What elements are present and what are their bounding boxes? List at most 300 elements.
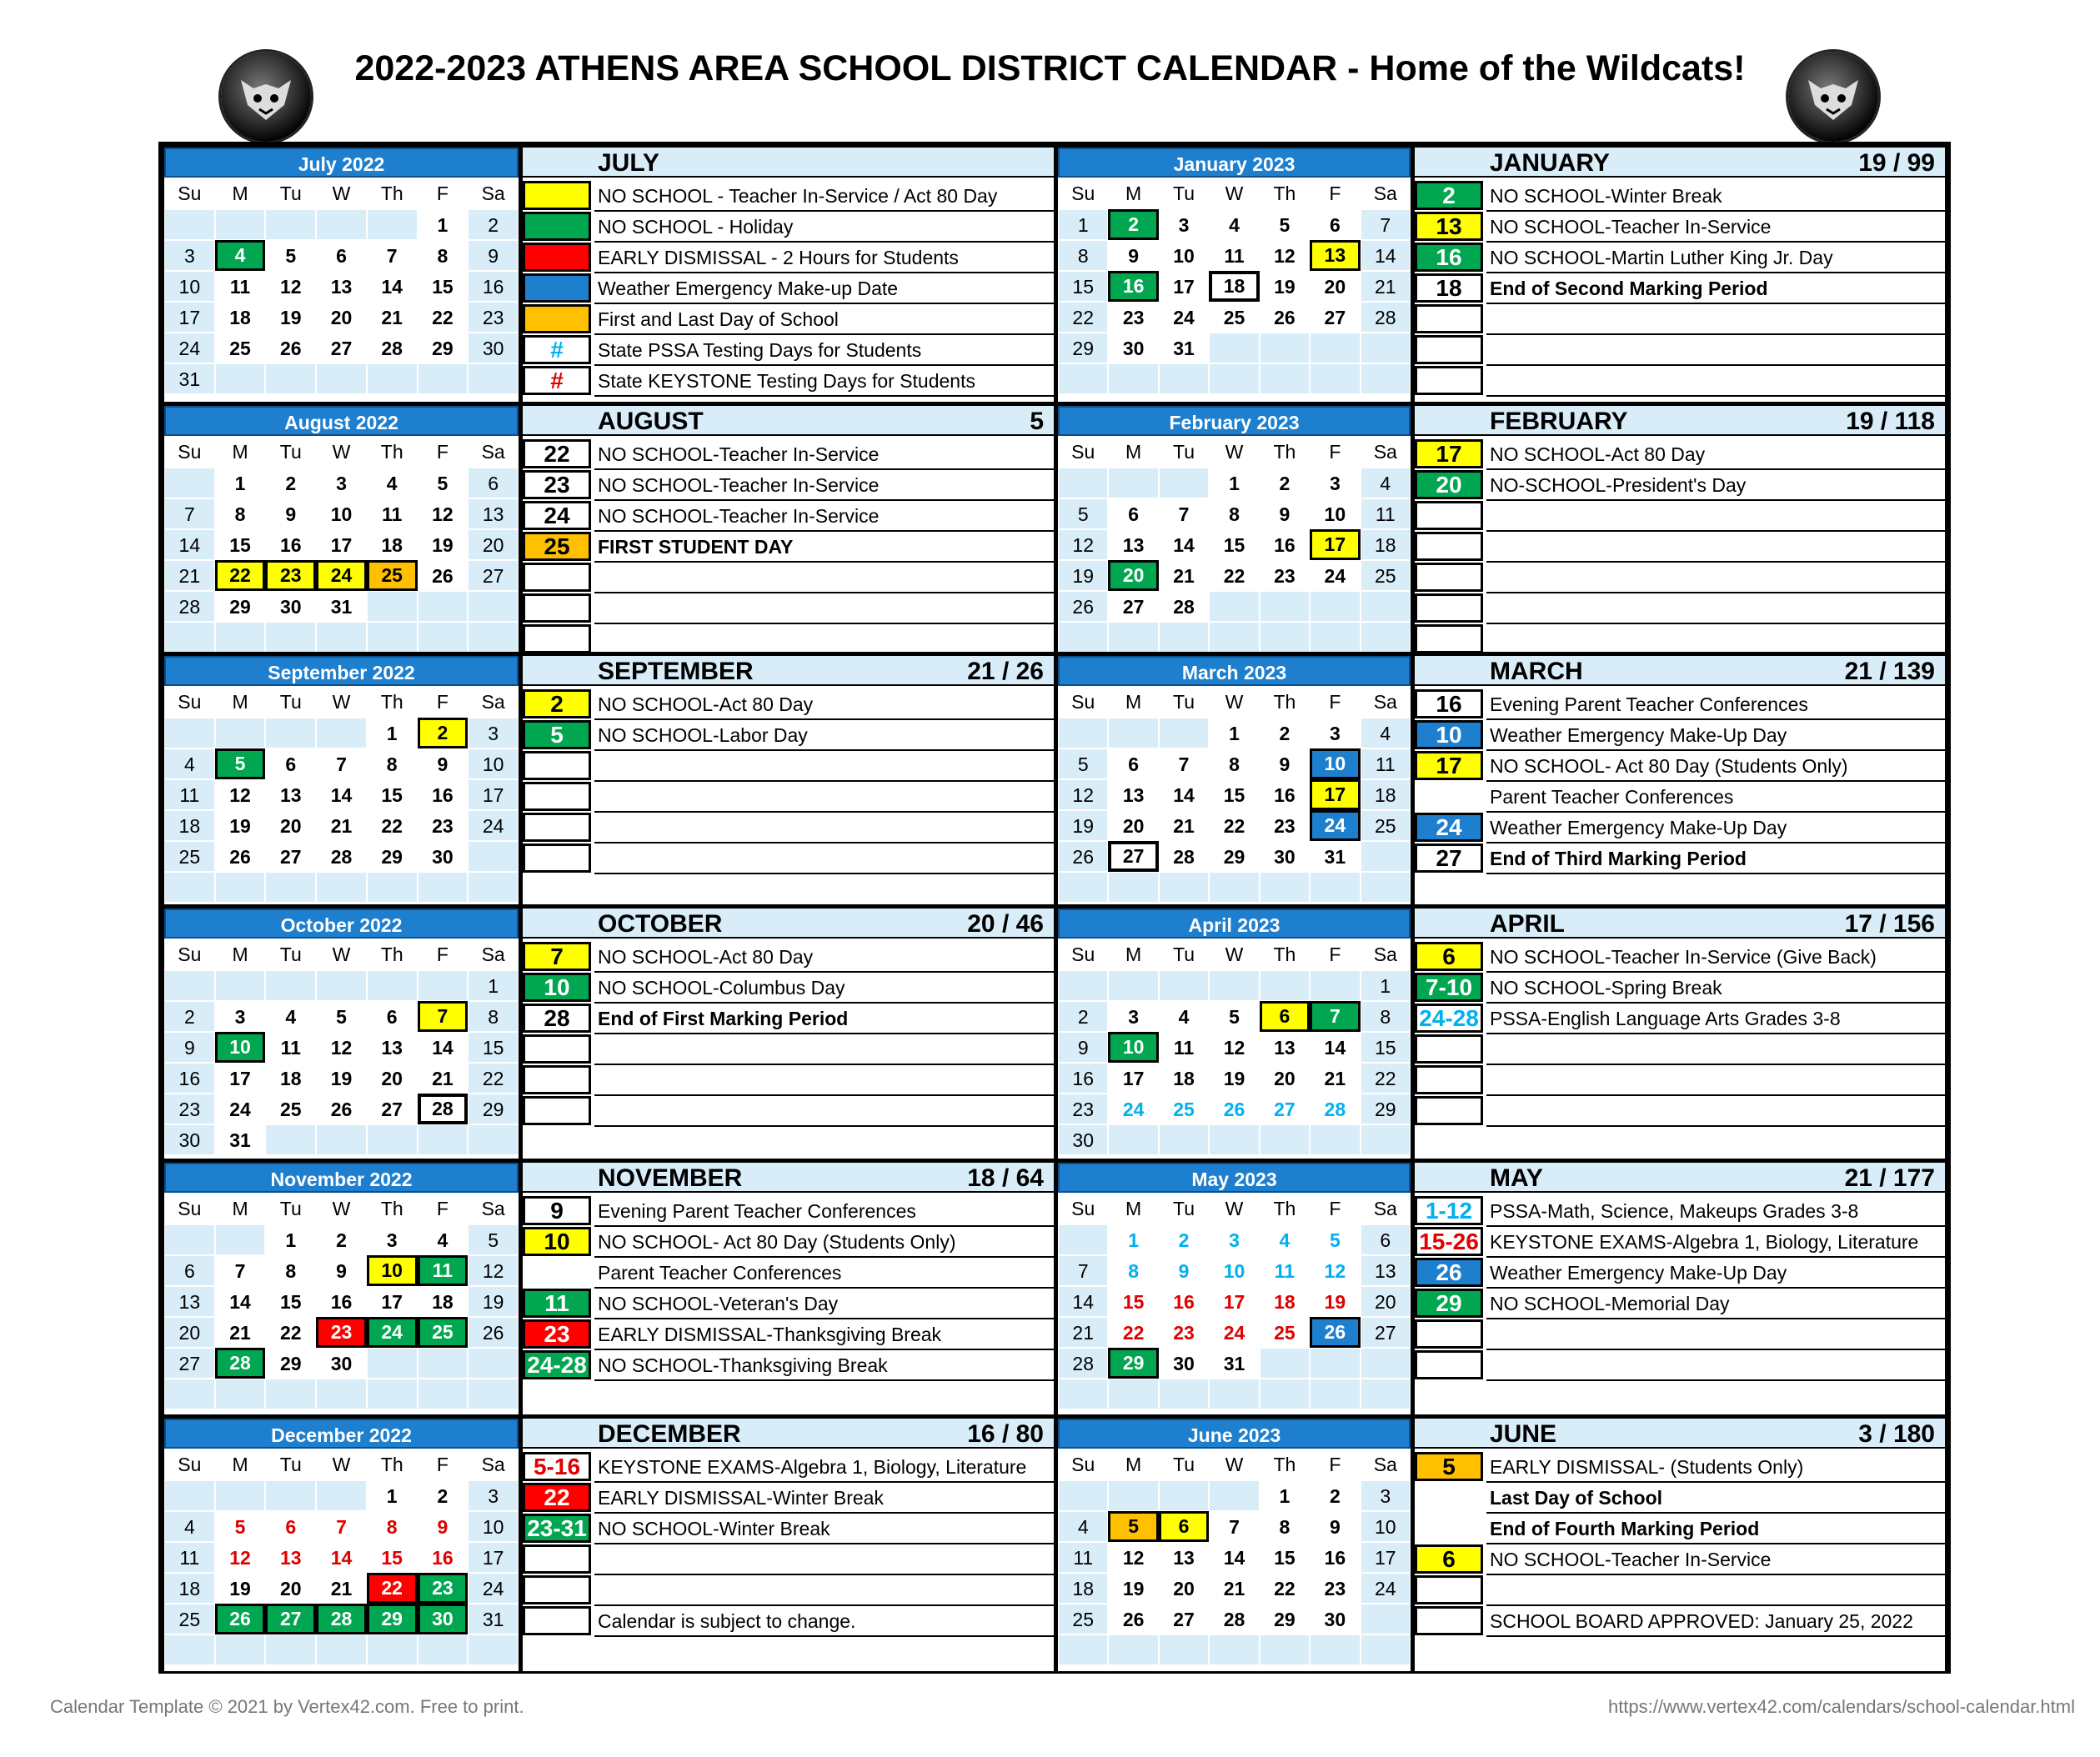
calendar-day[interactable]: 28 [1209,1604,1259,1634]
calendar-day[interactable]: 21 [164,560,215,591]
calendar-day[interactable]: 27 [1108,591,1158,622]
calendar-day[interactable]: 29 [265,1348,316,1379]
calendar-day[interactable]: 1 [1361,970,1411,1001]
calendar-day[interactable]: 16 [1058,1063,1108,1094]
calendar-day[interactable]: 26 [316,1094,367,1124]
calendar-day[interactable]: 1 [1209,468,1259,498]
calendar-day[interactable]: 7 [1058,1255,1108,1286]
calendar-day[interactable]: 15 [1209,779,1259,810]
calendar-day[interactable]: 17 [367,1286,418,1317]
calendar-day[interactable]: 3 [1209,1224,1259,1255]
calendar-day[interactable]: 17 [1361,1542,1411,1573]
calendar-day[interactable]: 3 [1108,1001,1158,1032]
calendar-day[interactable]: 29 [367,841,418,872]
calendar-day[interactable]: 8 [265,1255,316,1286]
calendar-day[interactable]: 16 [1260,529,1310,560]
calendar-day[interactable]: 14 [164,529,215,560]
calendar-day[interactable]: 4 [265,1001,316,1032]
calendar-day[interactable]: 25 [164,1604,215,1634]
calendar-day[interactable]: 26 [418,560,469,591]
calendar-day[interactable]: 13 [1361,1255,1411,1286]
calendar-day[interactable]: 6 [367,1001,418,1032]
calendar-day[interactable]: 8 [1209,748,1259,779]
calendar-day[interactable]: 10 [164,271,215,302]
calendar-day[interactable]: 24 [164,333,215,363]
calendar-day[interactable]: 7 [164,498,215,529]
calendar-day[interactable]: 23 [1108,302,1158,333]
calendar-day[interactable]: 22 [1108,1317,1158,1348]
calendar-day[interactable]: 27 [1260,1094,1310,1124]
calendar-day[interactable]: 6 [1108,748,1158,779]
calendar-day[interactable]: 11 [215,271,266,302]
calendar-day[interactable]: 27 [164,1348,215,1379]
calendar-day[interactable]: 15 [215,529,266,560]
calendar-day[interactable]: 13 [1159,1542,1209,1573]
calendar-day[interactable]: 15 [1108,1286,1158,1317]
footer-url[interactable]: https://www.vertex42.com/calendars/school-calendar.html [1607,1696,2075,1717]
calendar-day[interactable]: 9 [418,748,469,779]
calendar-day[interactable]: 9 [418,1511,469,1542]
calendar-day[interactable]: 19 [316,1063,367,1094]
calendar-day[interactable]: 28 [215,1348,266,1379]
calendar-day[interactable]: 14 [418,1032,469,1063]
calendar-day[interactable]: 23 [468,302,519,333]
calendar-day[interactable]: 13 [265,779,316,810]
calendar-day[interactable]: 25 [1058,1604,1108,1634]
calendar-day[interactable]: 19 [418,529,469,560]
calendar-day[interactable]: 27 [468,560,519,591]
calendar-day[interactable]: 8 [1260,1511,1310,1542]
calendar-day[interactable]: 26 [1310,1317,1360,1348]
calendar-day[interactable]: 15 [418,271,469,302]
calendar-day[interactable]: 18 [1159,1063,1209,1094]
calendar-day[interactable]: 3 [164,240,215,271]
calendar-day[interactable]: 4 [215,240,266,271]
calendar-day[interactable]: 11 [265,1032,316,1063]
calendar-day[interactable]: 12 [1058,779,1108,810]
calendar-day[interactable]: 8 [1058,240,1108,271]
calendar-day[interactable]: 31 [1159,333,1209,363]
calendar-day[interactable]: 10 [1209,1255,1259,1286]
calendar-day[interactable]: 12 [418,498,469,529]
calendar-day[interactable]: 9 [1260,748,1310,779]
calendar-day[interactable]: 11 [1260,1255,1310,1286]
calendar-day[interactable]: 26 [468,1317,519,1348]
calendar-day[interactable]: 10 [1310,748,1360,779]
calendar-day[interactable]: 10 [316,498,367,529]
calendar-day[interactable]: 27 [1108,841,1158,872]
calendar-day[interactable]: 12 [468,1255,519,1286]
calendar-day[interactable]: 21 [1310,1063,1360,1094]
calendar-day[interactable]: 28 [316,1604,367,1634]
calendar-day[interactable]: 6 [265,748,316,779]
calendar-day[interactable]: 13 [468,498,519,529]
calendar-day[interactable]: 8 [1361,1001,1411,1032]
calendar-day[interactable]: 17 [1310,529,1360,560]
calendar-day[interactable]: 3 [1159,209,1209,240]
calendar-day[interactable]: 29 [367,1604,418,1634]
calendar-day[interactable]: 4 [1361,718,1411,748]
calendar-day[interactable]: 15 [367,779,418,810]
calendar-day[interactable]: 22 [468,1063,519,1094]
calendar-day[interactable]: 30 [1058,1124,1108,1155]
calendar-day[interactable]: 21 [418,1063,469,1094]
calendar-day[interactable]: 2 [316,1224,367,1255]
calendar-day[interactable]: 27 [1361,1317,1411,1348]
calendar-day[interactable]: 30 [418,841,469,872]
calendar-day[interactable]: 1 [215,468,266,498]
calendar-day[interactable]: 5 [1260,209,1310,240]
calendar-day[interactable]: 31 [1209,1348,1259,1379]
calendar-day[interactable]: 23 [1159,1317,1209,1348]
calendar-day[interactable]: 14 [367,271,418,302]
calendar-day[interactable]: 22 [1209,810,1259,841]
calendar-day[interactable]: 2 [1260,718,1310,748]
calendar-day[interactable]: 13 [265,1542,316,1573]
calendar-day[interactable]: 15 [1260,1542,1310,1573]
calendar-day[interactable]: 4 [1159,1001,1209,1032]
calendar-day[interactable]: 2 [164,1001,215,1032]
calendar-day[interactable]: 20 [265,810,316,841]
calendar-day[interactable]: 23 [418,810,469,841]
calendar-day[interactable]: 20 [265,1573,316,1604]
calendar-day[interactable]: 25 [367,560,418,591]
calendar-day[interactable]: 4 [164,748,215,779]
calendar-day[interactable]: 6 [265,1511,316,1542]
calendar-day[interactable]: 16 [316,1286,367,1317]
calendar-day[interactable]: 28 [1310,1094,1360,1124]
calendar-day[interactable]: 30 [316,1348,367,1379]
calendar-day[interactable]: 14 [1209,1542,1259,1573]
calendar-day[interactable]: 28 [164,591,215,622]
calendar-day[interactable]: 26 [215,841,266,872]
calendar-day[interactable]: 6 [164,1255,215,1286]
calendar-day[interactable]: 27 [265,1604,316,1634]
calendar-day[interactable]: 29 [468,1094,519,1124]
calendar-day[interactable]: 30 [1310,1604,1360,1634]
calendar-day[interactable]: 13 [1108,779,1158,810]
calendar-day[interactable]: 14 [316,779,367,810]
calendar-day[interactable]: 10 [468,748,519,779]
calendar-day[interactable]: 7 [316,748,367,779]
calendar-day[interactable]: 30 [1108,333,1158,363]
calendar-day[interactable]: 10 [1310,498,1360,529]
calendar-day[interactable]: 2 [418,718,469,748]
calendar-day[interactable]: 19 [215,1573,266,1604]
calendar-day[interactable]: 28 [418,1094,469,1124]
calendar-day[interactable]: 22 [367,810,418,841]
calendar-day[interactable]: 13 [1108,529,1158,560]
calendar-day[interactable]: 12 [1209,1032,1259,1063]
calendar-day[interactable]: 5 [215,1511,266,1542]
calendar-day[interactable]: 6 [468,468,519,498]
calendar-day[interactable]: 2 [418,1480,469,1511]
calendar-day[interactable]: 8 [1108,1255,1158,1286]
calendar-day[interactable]: 10 [215,1032,266,1063]
calendar-day[interactable]: 26 [1209,1094,1259,1124]
calendar-day[interactable]: 11 [1361,498,1411,529]
calendar-day[interactable]: 25 [1260,1317,1310,1348]
calendar-day[interactable]: 1 [418,209,469,240]
calendar-day[interactable]: 28 [1058,1348,1108,1379]
calendar-day[interactable]: 26 [1058,591,1108,622]
calendar-day[interactable]: 21 [1058,1317,1108,1348]
calendar-day[interactable]: 31 [164,363,215,394]
calendar-day[interactable]: 1 [367,718,418,748]
calendar-day[interactable]: 25 [1361,560,1411,591]
calendar-day[interactable]: 17 [1209,1286,1259,1317]
calendar-day[interactable]: 10 [1361,1511,1411,1542]
calendar-day[interactable]: 6 [1159,1511,1209,1542]
calendar-day[interactable]: 26 [1108,1604,1158,1634]
calendar-day[interactable]: 4 [164,1511,215,1542]
calendar-day[interactable]: 26 [265,333,316,363]
calendar-day[interactable]: 13 [316,271,367,302]
calendar-day[interactable]: 12 [1310,1255,1360,1286]
calendar-day[interactable]: 18 [164,810,215,841]
calendar-day[interactable]: 23 [316,1317,367,1348]
calendar-day[interactable]: 1 [1209,718,1259,748]
calendar-day[interactable]: 9 [316,1255,367,1286]
calendar-day[interactable]: 7 [1159,748,1209,779]
calendar-day[interactable]: 2 [1260,468,1310,498]
calendar-day[interactable]: 1 [468,970,519,1001]
calendar-day[interactable]: 23 [164,1094,215,1124]
calendar-day[interactable]: 3 [1310,468,1360,498]
calendar-day[interactable]: 11 [164,779,215,810]
calendar-day[interactable]: 29 [418,333,469,363]
calendar-day[interactable]: 26 [1260,302,1310,333]
calendar-day[interactable]: 9 [265,498,316,529]
calendar-day[interactable]: 8 [367,1511,418,1542]
calendar-day[interactable]: 24 [468,1573,519,1604]
calendar-day[interactable]: 25 [265,1094,316,1124]
calendar-day[interactable]: 20 [1108,560,1158,591]
calendar-day[interactable]: 30 [468,333,519,363]
calendar-day[interactable]: 24 [1209,1317,1259,1348]
calendar-day[interactable]: 17 [468,1542,519,1573]
calendar-day[interactable]: 2 [468,209,519,240]
calendar-day[interactable]: 22 [1058,302,1108,333]
calendar-day[interactable]: 10 [468,1511,519,1542]
calendar-day[interactable]: 21 [215,1317,266,1348]
calendar-day[interactable]: 16 [265,529,316,560]
calendar-day[interactable]: 7 [316,1511,367,1542]
calendar-day[interactable]: 4 [1209,209,1259,240]
calendar-day[interactable]: 19 [1310,1286,1360,1317]
calendar-day[interactable]: 14 [1159,529,1209,560]
calendar-day[interactable]: 26 [1058,841,1108,872]
calendar-day[interactable]: 13 [1260,1032,1310,1063]
calendar-day[interactable]: 2 [1159,1224,1209,1255]
calendar-day[interactable]: 18 [1260,1286,1310,1317]
calendar-day[interactable]: 16 [164,1063,215,1094]
calendar-day[interactable]: 7 [1361,209,1411,240]
calendar-day[interactable]: 11 [164,1542,215,1573]
calendar-day[interactable]: 11 [1159,1032,1209,1063]
calendar-day[interactable]: 15 [1058,271,1108,302]
calendar-day[interactable]: 18 [1209,271,1259,302]
calendar-day[interactable]: 1 [367,1480,418,1511]
calendar-day[interactable]: 25 [1209,302,1259,333]
calendar-day[interactable]: 9 [468,240,519,271]
calendar-day[interactable]: 17 [468,779,519,810]
calendar-day[interactable]: 23 [1260,810,1310,841]
calendar-day[interactable]: 30 [265,591,316,622]
calendar-day[interactable]: 16 [1159,1286,1209,1317]
calendar-day[interactable]: 10 [1159,240,1209,271]
calendar-day[interactable]: 12 [1058,529,1108,560]
calendar-day[interactable]: 25 [164,841,215,872]
calendar-day[interactable]: 20 [316,302,367,333]
calendar-day[interactable]: 17 [1159,271,1209,302]
calendar-day[interactable]: 18 [1361,779,1411,810]
calendar-day[interactable]: 25 [1361,810,1411,841]
calendar-day[interactable]: 20 [367,1063,418,1094]
calendar-day[interactable]: 6 [1260,1001,1310,1032]
calendar-day[interactable]: 5 [468,1224,519,1255]
calendar-day[interactable]: 14 [1159,779,1209,810]
calendar-day[interactable]: 19 [215,810,266,841]
calendar-day[interactable]: 7 [1310,1001,1360,1032]
calendar-day[interactable]: 22 [215,560,266,591]
calendar-day[interactable]: 24 [1108,1094,1158,1124]
calendar-day[interactable]: 5 [1108,1511,1158,1542]
calendar-day[interactable]: 22 [1209,560,1259,591]
calendar-day[interactable]: 12 [1108,1542,1158,1573]
calendar-day[interactable]: 12 [215,779,266,810]
calendar-day[interactable]: 24 [468,810,519,841]
calendar-day[interactable]: 22 [418,302,469,333]
calendar-day[interactable]: 3 [215,1001,266,1032]
calendar-day[interactable]: 6 [1108,498,1158,529]
calendar-day[interactable]: 19 [1108,1573,1158,1604]
calendar-day[interactable]: 7 [1209,1511,1259,1542]
calendar-day[interactable]: 5 [215,748,266,779]
calendar-day[interactable]: 8 [215,498,266,529]
calendar-day[interactable]: 7 [1159,498,1209,529]
calendar-day[interactable]: 14 [1310,1032,1360,1063]
calendar-day[interactable]: 20 [1159,1573,1209,1604]
calendar-day[interactable]: 5 [1058,748,1108,779]
calendar-day[interactable]: 20 [1108,810,1158,841]
calendar-day[interactable]: 23 [1260,560,1310,591]
calendar-day[interactable]: 31 [215,1124,266,1155]
calendar-day[interactable]: 30 [1159,1348,1209,1379]
calendar-day[interactable]: 16 [1310,1542,1360,1573]
calendar-day[interactable]: 12 [1260,240,1310,271]
calendar-day[interactable]: 28 [1159,841,1209,872]
calendar-day[interactable]: 19 [1260,271,1310,302]
calendar-day[interactable]: 11 [1209,240,1259,271]
calendar-day[interactable]: 23 [265,560,316,591]
calendar-day[interactable]: 29 [1260,1604,1310,1634]
calendar-day[interactable]: 30 [164,1124,215,1155]
calendar-day[interactable]: 29 [1361,1094,1411,1124]
calendar-day[interactable]: 9 [1310,1511,1360,1542]
calendar-day[interactable]: 6 [1361,1224,1411,1255]
calendar-day[interactable]: 19 [1209,1063,1259,1094]
calendar-day[interactable]: 24 [316,560,367,591]
calendar-day[interactable]: 16 [1108,271,1158,302]
calendar-day[interactable]: 19 [265,302,316,333]
calendar-day[interactable]: 14 [1361,240,1411,271]
calendar-day[interactable]: 20 [1361,1286,1411,1317]
calendar-day[interactable]: 16 [418,779,469,810]
calendar-day[interactable]: 19 [468,1286,519,1317]
calendar-day[interactable]: 27 [316,333,367,363]
calendar-day[interactable]: 19 [1058,810,1108,841]
calendar-day[interactable]: 9 [164,1032,215,1063]
calendar-day[interactable]: 25 [1159,1094,1209,1124]
calendar-day[interactable]: 5 [418,468,469,498]
calendar-day[interactable]: 3 [468,1480,519,1511]
calendar-day[interactable]: 10 [1108,1032,1158,1063]
calendar-day[interactable]: 17 [215,1063,266,1094]
calendar-day[interactable]: 26 [215,1604,266,1634]
calendar-day[interactable]: 30 [418,1604,469,1634]
calendar-day[interactable]: 17 [1108,1063,1158,1094]
calendar-day[interactable]: 21 [316,1573,367,1604]
calendar-day[interactable]: 17 [316,529,367,560]
calendar-day[interactable]: 22 [367,1573,418,1604]
calendar-day[interactable]: 23 [1058,1094,1108,1124]
calendar-day[interactable]: 1 [1058,209,1108,240]
calendar-day[interactable]: 2 [1058,1001,1108,1032]
calendar-day[interactable]: 27 [265,841,316,872]
calendar-day[interactable]: 16 [418,1542,469,1573]
calendar-day[interactable]: 11 [1361,748,1411,779]
calendar-day[interactable]: 15 [1209,529,1259,560]
calendar-day[interactable]: 31 [316,591,367,622]
calendar-day[interactable]: 15 [265,1286,316,1317]
calendar-day[interactable]: 29 [1108,1348,1158,1379]
calendar-day[interactable]: 1 [1108,1224,1158,1255]
calendar-day[interactable]: 31 [1310,841,1360,872]
calendar-day[interactable]: 29 [1209,841,1259,872]
calendar-day[interactable]: 2 [265,468,316,498]
calendar-day[interactable]: 14 [1058,1286,1108,1317]
calendar-day[interactable]: 6 [1310,209,1360,240]
calendar-day[interactable]: 16 [1260,779,1310,810]
calendar-day[interactable]: 4 [418,1224,469,1255]
calendar-day[interactable]: 9 [1159,1255,1209,1286]
calendar-day[interactable]: 24 [1310,560,1360,591]
calendar-day[interactable]: 9 [1260,498,1310,529]
calendar-day[interactable]: 1 [265,1224,316,1255]
calendar-day[interactable]: 2 [1108,209,1158,240]
calendar-day[interactable]: 15 [367,1542,418,1573]
calendar-day[interactable]: 27 [1159,1604,1209,1634]
calendar-day[interactable]: 28 [1159,591,1209,622]
calendar-day[interactable]: 18 [418,1286,469,1317]
calendar-day[interactable]: 25 [418,1317,469,1348]
calendar-day[interactable]: 29 [1058,333,1108,363]
calendar-day[interactable]: 22 [1260,1573,1310,1604]
calendar-day[interactable]: 11 [418,1255,469,1286]
calendar-day[interactable]: 12 [265,271,316,302]
calendar-day[interactable]: 24 [367,1317,418,1348]
calendar-day[interactable]: 17 [1310,779,1360,810]
calendar-day[interactable]: 9 [1108,240,1158,271]
calendar-day[interactable]: 14 [215,1286,266,1317]
calendar-day[interactable]: 24 [1361,1573,1411,1604]
calendar-day[interactable]: 8 [468,1001,519,1032]
calendar-day[interactable]: 21 [1209,1573,1259,1604]
calendar-day[interactable]: 21 [367,302,418,333]
calendar-day[interactable]: 3 [316,468,367,498]
calendar-day[interactable]: 14 [316,1542,367,1573]
